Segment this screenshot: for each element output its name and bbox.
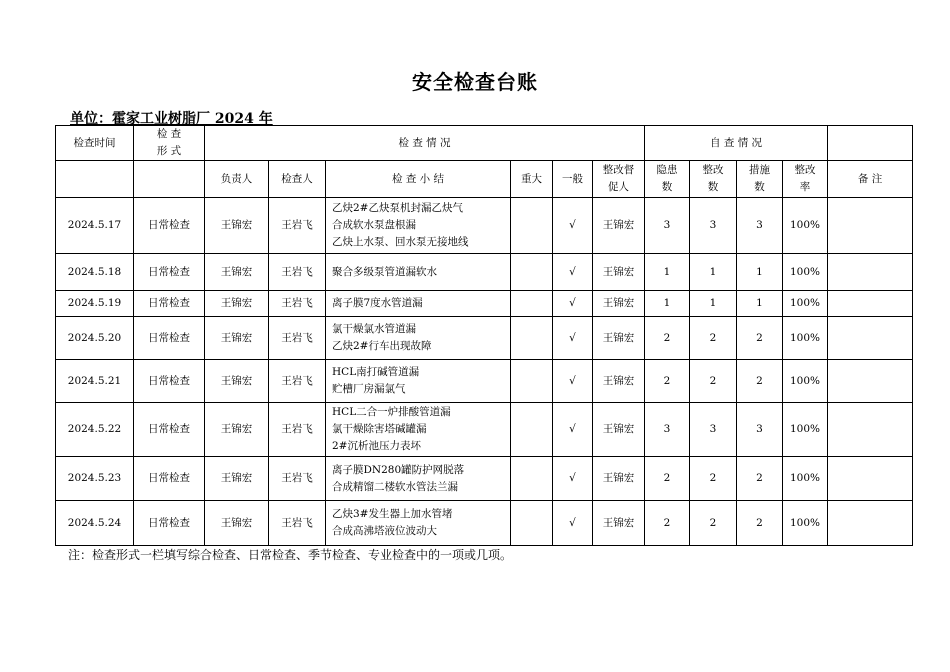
header-rate-line1: 整改	[794, 164, 816, 176]
summary-line: 2#沉析池压力表坏	[332, 440, 421, 452]
inspection-table-wrapper	[55, 125, 912, 546]
cell-general: √	[553, 360, 593, 403]
header-summary: 检 查 小 结	[326, 161, 511, 198]
cell-inspector: 王岩飞	[269, 403, 326, 457]
cell-measures: 3	[737, 198, 783, 254]
cell-form: 日常检查	[134, 360, 205, 403]
cell-form: 日常检查	[134, 291, 205, 317]
cell-general: √	[553, 403, 593, 457]
table-row	[56, 198, 913, 254]
cell-inspector: 王岩飞	[269, 198, 326, 254]
cell-responsible: 王锦宏	[205, 198, 269, 254]
header-rectified-line2: 数	[707, 181, 719, 193]
cell-responsible: 王锦宏	[205, 254, 269, 291]
cell-date: 2024.5.24	[56, 501, 134, 546]
cell-supervisor: 王锦宏	[593, 360, 645, 403]
summary-line: 乙炔3#发生器上加水管堵	[332, 508, 453, 520]
summary-line: 合成精馏二楼软水管法兰漏	[332, 480, 458, 493]
header-major: 重大	[511, 161, 553, 198]
cell-measures: 3	[737, 403, 783, 457]
inspection-ledger-table	[55, 125, 913, 546]
table-row	[56, 291, 913, 317]
cell-supervisor: 王锦宏	[593, 317, 645, 360]
summary-line: 氯干燥氯水管道漏	[332, 323, 416, 335]
cell-hazards: 1	[645, 291, 690, 317]
cell-supervisor: 王锦宏	[593, 403, 645, 457]
cell-rate: 100%	[783, 501, 828, 546]
cell-responsible: 王锦宏	[205, 291, 269, 317]
cell-measures: 1	[737, 254, 783, 291]
summary-line: 乙炔2#行车出现故障	[332, 340, 432, 352]
summary-line: HCL二合一炉排酸管道漏	[332, 406, 451, 418]
summary-line: 氯干燥除害塔碱罐漏	[332, 423, 427, 435]
cell-measures: 2	[737, 501, 783, 546]
cell-remarks	[828, 317, 913, 360]
cell-rate: 100%	[783, 457, 828, 501]
cell-form: 日常检查	[134, 457, 205, 501]
header-row-sub	[56, 161, 913, 198]
summary-line: 合成高沸塔液位波动大	[332, 525, 437, 537]
cell-general: √	[553, 501, 593, 546]
cell-date: 2024.5.20	[56, 317, 134, 360]
cell-hazards: 3	[645, 403, 690, 457]
header-check-form	[134, 126, 205, 161]
header-rate	[783, 161, 828, 198]
summary-line: 离子膜7度水管道漏	[332, 297, 423, 309]
cell-summary	[326, 360, 511, 403]
header-check-situation: 检 查 情 况	[205, 126, 645, 161]
header-supervisor-line1: 整改督	[602, 164, 635, 176]
cell-date: 2024.5.21	[56, 360, 134, 403]
cell-rectified: 2	[690, 457, 737, 501]
cell-major	[511, 291, 553, 317]
cell-summary	[326, 198, 511, 254]
header-hazards	[645, 161, 690, 198]
cell-supervisor: 王锦宏	[593, 457, 645, 501]
header-measures-line2: 数	[754, 181, 765, 193]
summary-line: 乙炔上水泵、回水泵无接地线	[332, 236, 469, 248]
table-row	[56, 254, 913, 291]
cell-date: 2024.5.22	[56, 403, 134, 457]
cell-supervisor: 王锦宏	[593, 291, 645, 317]
cell-hazards: 2	[645, 360, 690, 403]
cell-general: √	[553, 457, 593, 501]
cell-date: 2024.5.18	[56, 254, 134, 291]
summary-line: 合成软水泵盘根漏	[332, 219, 416, 231]
cell-summary	[326, 291, 511, 317]
cell-major	[511, 360, 553, 403]
header-rate-line2: 率	[799, 181, 811, 193]
cell-remarks	[828, 291, 913, 317]
cell-hazards: 2	[645, 457, 690, 501]
header-sub-blank-1	[56, 161, 134, 198]
cell-major	[511, 317, 553, 360]
cell-date: 2024.5.17	[56, 198, 134, 254]
cell-responsible: 王锦宏	[205, 317, 269, 360]
summary-line: HCL南打碱管道漏	[332, 366, 420, 378]
cell-measures: 2	[737, 360, 783, 403]
cell-measures: 2	[737, 457, 783, 501]
cell-rate: 100%	[783, 254, 828, 291]
cell-hazards: 2	[645, 501, 690, 546]
header-general: 一般	[553, 161, 593, 198]
header-check-time: 检查时间	[56, 126, 134, 161]
header-measures	[737, 161, 783, 198]
header-rectified-line1: 整改	[702, 164, 724, 176]
summary-line: 聚合多级泵管道漏软水	[332, 265, 437, 278]
cell-rectified: 2	[690, 317, 737, 360]
cell-remarks	[828, 457, 913, 501]
cell-major	[511, 254, 553, 291]
header-supervisor-line2: 促人	[608, 181, 629, 193]
header-self-check: 自 查 情 况	[645, 126, 828, 161]
cell-inspector: 王岩飞	[269, 254, 326, 291]
cell-inspector: 王岩飞	[269, 360, 326, 403]
cell-inspector: 王岩飞	[269, 317, 326, 360]
header-blank	[828, 126, 913, 161]
cell-inspector: 王岩飞	[269, 291, 326, 317]
header-rectified	[690, 161, 737, 198]
summary-line: 贮槽厂房漏氯气	[332, 383, 406, 395]
table-body	[56, 126, 913, 546]
table-row	[56, 317, 913, 360]
cell-remarks	[828, 360, 913, 403]
cell-hazards: 3	[645, 198, 690, 254]
cell-responsible: 王锦宏	[205, 457, 269, 501]
page-title: 安全检查台账	[412, 70, 538, 94]
cell-remarks	[828, 254, 913, 291]
cell-form: 日常检查	[134, 501, 205, 546]
cell-rectified: 3	[690, 198, 737, 254]
table-row	[56, 360, 913, 403]
cell-remarks	[828, 501, 913, 546]
cell-general: √	[553, 254, 593, 291]
cell-rate: 100%	[783, 403, 828, 457]
cell-major	[511, 457, 553, 501]
cell-supervisor: 王锦宏	[593, 198, 645, 254]
cell-summary	[326, 254, 511, 291]
cell-remarks	[828, 198, 913, 254]
cell-rate: 100%	[783, 317, 828, 360]
cell-responsible: 王锦宏	[205, 501, 269, 546]
cell-form: 日常检查	[134, 317, 205, 360]
cell-summary	[326, 317, 511, 360]
cell-inspector: 王岩飞	[269, 457, 326, 501]
cell-form: 日常检查	[134, 254, 205, 291]
summary-line: 乙炔2#乙炔泵机封漏乙炔气	[332, 202, 463, 214]
footnote: 注：检查形式一栏填写综合检查、日常检查、季节检查、专业检查中的一项或几项。	[68, 548, 513, 562]
cell-summary	[326, 457, 511, 501]
cell-form: 日常检查	[134, 198, 205, 254]
cell-inspector: 王岩飞	[269, 501, 326, 546]
cell-rectified: 2	[690, 360, 737, 403]
header-hazards-line1: 隐患	[656, 164, 678, 176]
cell-major	[511, 501, 553, 546]
table-row	[56, 501, 913, 546]
cell-measures: 1	[737, 291, 783, 317]
cell-date: 2024.5.23	[56, 457, 134, 501]
cell-general: √	[553, 317, 593, 360]
cell-major	[511, 198, 553, 254]
cell-general: √	[553, 291, 593, 317]
cell-form: 日常检查	[134, 403, 205, 457]
cell-responsible: 王锦宏	[205, 403, 269, 457]
cell-rectified: 3	[690, 403, 737, 457]
cell-rectified: 2	[690, 501, 737, 546]
cell-hazards: 1	[645, 254, 690, 291]
cell-date: 2024.5.19	[56, 291, 134, 317]
header-measures-line1: 措施	[749, 164, 771, 176]
summary-line: 离子膜DN280罐防护网脱落	[332, 463, 465, 476]
cell-summary	[326, 403, 511, 457]
header-hazards-line2: 数	[661, 181, 673, 193]
cell-rectified: 1	[690, 291, 737, 317]
table-row	[56, 403, 913, 457]
cell-rectified: 1	[690, 254, 737, 291]
cell-responsible: 王锦宏	[205, 360, 269, 403]
cell-rate: 100%	[783, 360, 828, 403]
cell-rate: 100%	[783, 198, 828, 254]
header-sub-blank-2	[134, 161, 205, 198]
cell-summary	[326, 501, 511, 546]
cell-supervisor: 王锦宏	[593, 254, 645, 291]
header-responsible: 负责人	[205, 161, 269, 198]
cell-major	[511, 403, 553, 457]
header-remarks: 备 注	[828, 161, 913, 198]
cell-supervisor: 王锦宏	[593, 501, 645, 546]
cell-general: √	[553, 198, 593, 254]
cell-measures: 2	[737, 317, 783, 360]
cell-rate: 100%	[783, 291, 828, 317]
cell-hazards: 2	[645, 317, 690, 360]
header-inspector: 检查人	[269, 161, 326, 198]
header-check-form-line1: 检 查	[156, 128, 182, 140]
header-supervisor	[593, 161, 645, 198]
cell-remarks	[828, 403, 913, 457]
unit-line: 单位：霍家工业树脂厂 2024 年	[70, 111, 273, 127]
header-row-top	[56, 126, 913, 161]
table-row	[56, 457, 913, 501]
header-check-form-line2: 形 式	[156, 145, 182, 157]
